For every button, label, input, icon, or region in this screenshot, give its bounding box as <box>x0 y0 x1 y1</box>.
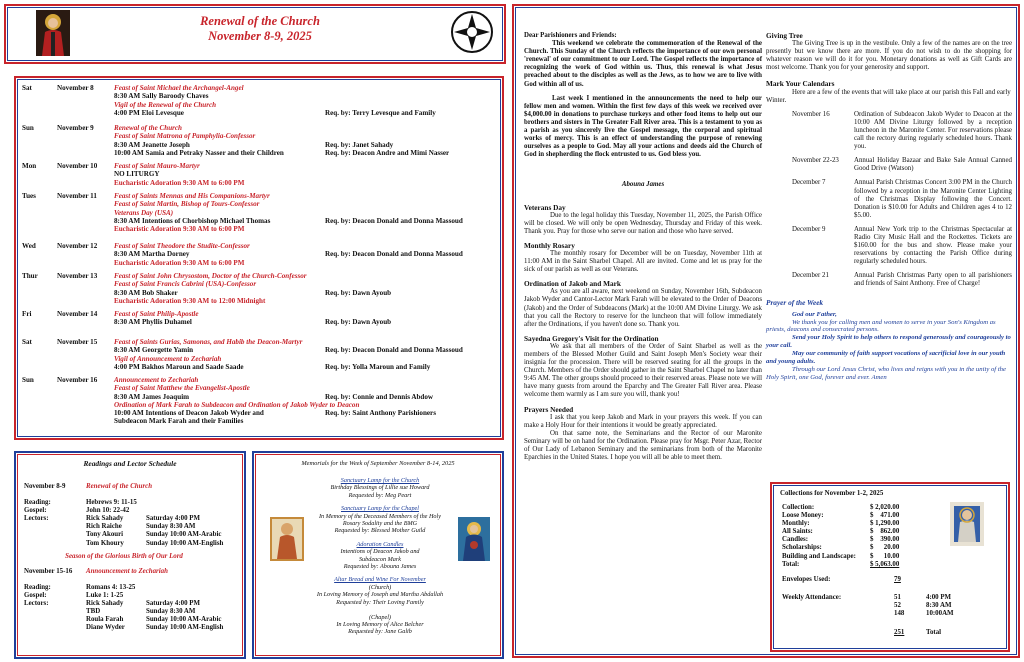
lector-row <box>86 515 244 523</box>
memorial-heading: Sanctuary Lamp for the Church <box>340 477 420 484</box>
memorial-block <box>296 477 464 499</box>
attendance-row <box>894 602 1004 610</box>
memorial-line: Requested by: Blessed Mother Guild <box>334 527 426 535</box>
notice-heading: Sayedna Gregory's Visit for the Ordination <box>524 333 659 343</box>
attendance-count: 148 <box>894 610 905 618</box>
season-label: Season of the Glorious Birth of Our Lord <box>65 552 183 560</box>
notice-body: Due to the legal holiday this Tuesday, November 11, 2025, the Parish Office will be closed. We will only be open Wednesday, Thursday and Friday of this week. Thank you. Pray for those who serve our nation and those who have served. <box>524 211 762 235</box>
collection-row <box>782 544 902 552</box>
schedule-date: November 12 <box>57 242 98 250</box>
schedule-request: Req. by: Saint Anthony Parishioners <box>325 409 436 418</box>
schedule-request <box>325 401 495 409</box>
schedule-date: November 8 <box>57 84 94 92</box>
memorial-block <box>296 576 464 635</box>
memorial-line: Birthday Blessings of Lillie sue Howard <box>330 484 430 492</box>
lector-row <box>86 616 244 624</box>
notice-heading: Ordination of Jakob and Mark <box>524 279 621 289</box>
schedule-date: November 15 <box>57 338 98 346</box>
attendance-total: 251 <box>894 629 905 636</box>
memorials-title: Memorials for the Week of September November 8-14, 2025 <box>301 460 455 467</box>
schedule-request: Req. by: Deacon Donald and Donna Massoud <box>325 216 463 225</box>
notice-body: We ask that all members of the Order of Saint Sharbel as well as the members of the Blessed Mother Guild and Saint Joseph Men's Society wear their insignia for the procession. There will be reserved seating for all the groups in the Church. Members of the Order should gather in the Saint Sharbel Chapel no later than 9:45 AM. The other groups should proceed to their reserved areas. Please note we will have many guests from around the Eparchy and The Greater Fall River area. Please welcome them warmly as I am sure you will, thank you! <box>524 342 762 399</box>
attendance-time: 4:00 PM <box>926 594 952 601</box>
schedule-line: Feast of Saint Martin, Bishop of Tours-Confessor <box>114 200 260 209</box>
lector-time: Sunday 10:00 AM-English <box>146 624 224 632</box>
collection-value: $ 1,290.00 <box>870 520 900 528</box>
envelopes-value: 79 <box>894 576 901 583</box>
collection-value: $ 2,020.00 <box>870 504 900 511</box>
liturgy-schedule <box>14 76 504 440</box>
schedule-day: Fri <box>22 310 32 318</box>
lector-time: Saturday 4:00 PM <box>146 600 200 608</box>
schedule-request: Req. by: Deacon Donald and Donna Massoud <box>325 346 463 355</box>
collection-label: Building and Landscape: <box>782 552 856 560</box>
schedule-line: 8:30 AM Martha Dorney <box>114 250 190 259</box>
title-line-1: Renewal of the Church <box>200 14 320 28</box>
prayer-line: Through our Lord Jesus Christ, who lives and reigns with you in the unity of the Holy Spirit, one God, forever and ever. Amen <box>766 365 1006 381</box>
collection-row <box>782 536 902 544</box>
memorials-panel <box>252 451 504 659</box>
schedule-line: Feast of Saint Michael the Archangel-Angel <box>114 84 244 92</box>
schedule-line: 8:30 AM Georgette Yamin <box>114 346 194 355</box>
schedule-line: Veterans Day (USA) <box>114 208 174 217</box>
event-text: Ordination of Subdeacon Jakob Wyder to Deacon at the 10:00 AM Divine Liturgy followed by a reception luncheon in the Maronite Center. For reservations please call the rectory during regularly scheduled hours. Thank you. <box>854 110 1012 151</box>
memorial-line: Subdeacon Mark <box>358 555 402 563</box>
page-title <box>160 14 360 44</box>
week2-gospel: Luke 1: 1-25 <box>86 591 124 599</box>
schedule-request <box>325 192 495 200</box>
schedule-request <box>325 338 495 346</box>
schedule-date: November 11 <box>57 192 97 200</box>
memorial-line: Requested by: Their Loving Family <box>336 598 424 606</box>
schedule-day: Tues <box>22 192 36 200</box>
giving-tree-body: The Giving Tree is up in the vestibule. Only a few of the names are on the tree presently but we know there are more. If you do not wish to do the shopping for whatever reason we will do it for you. Monetary donations as well as Gift Cards are most welcome. Thank you for your generosity and support. <box>766 40 1012 72</box>
schedule-date: November 14 <box>57 310 98 318</box>
collection-label: Collection: <box>782 504 815 511</box>
schedule-line: 4:00 PM Eloi Levesque <box>114 108 184 117</box>
schedule-line: Feast of Saint Francis Cabrini (USA)-Confessor <box>114 280 257 289</box>
memorial-line: In Memory of the Deceased Members of the Holy <box>319 512 441 520</box>
week1-lectors-label: Lectors: <box>24 515 49 523</box>
schedule-line: Eucharistic Adoration 9:30 AM to 6:00 PM <box>114 178 245 187</box>
collection-row <box>782 553 902 561</box>
schedule-request <box>325 272 495 280</box>
schedule-request <box>325 384 495 392</box>
schedule-request: Req. by: Connie and Dennis Abdow <box>325 392 434 401</box>
schedule-request: Req. by: Janet Sahady <box>325 140 394 149</box>
schedule-request <box>325 297 495 305</box>
letter-paragraph-2: Last week I mentioned in the announcements the need to help our fellow men and women. Within the first few days of this week we received over $4,000.00 in donations to purchase turkeys and other food items to help out our brothers and sisters in The Greater Fall River area. This is a testament to you as a parish as you sincerely live the Gospel message, the corporal and spiritual works of mercy. This is an effect of understanding the purpose of renewing ourselves as a people to God. May all your actions and deeds aid the Church of God in shepherding the flock entrusted to us. God bless you. <box>524 94 762 159</box>
notice-heading: Prayers Needed <box>524 404 574 414</box>
lector-name: Rick Sahady <box>86 515 124 523</box>
schedule-request <box>325 132 495 140</box>
lector-row <box>86 608 244 616</box>
calendar-event <box>766 272 1012 288</box>
collection-row <box>782 504 902 512</box>
schedule-day: Sat <box>22 84 32 92</box>
schedule-date: November 10 <box>57 162 98 170</box>
memorial-line: Requested by: Jane Galib <box>348 628 412 636</box>
week1-gospel: John 10: 22-42 <box>86 507 130 515</box>
title-line-2: November 8-9, 2025 <box>208 29 312 43</box>
schedule-line: Feast of Saint Theodore the Studite-Confessor <box>114 242 250 250</box>
calendar-heading: Mark Your Calendars <box>766 79 835 89</box>
schedule-date: November 13 <box>57 272 98 280</box>
collections-title: Collections for November 1-2, 2025 <box>780 490 884 497</box>
schedule-line: Renewal of the Church <box>114 124 182 132</box>
week1-reading: Hebrews 9: 11-15 <box>86 499 137 507</box>
lector-time: Sunday 8:30 AM <box>146 523 196 531</box>
schedule-request <box>325 162 495 170</box>
schedule-request <box>325 376 495 384</box>
event-text: Annual Parish Christmas Party open to all parishioners and friends of Saint Anthony. Free of Charge! <box>854 272 1012 288</box>
event-text: Annual New York trip to the Christmas Spectacular at Radio City Music Hall and the Rockettes. Tickets are $160.00 for the bus and show. Please make your reservations by contacting the Parish Office during regularly scheduled hours. <box>854 225 1012 266</box>
memorial-line: In Loving Memory of Joseph and Martha Abdallah <box>316 591 444 599</box>
memorial-heading: Adoration Candles <box>356 540 404 548</box>
schedule-request <box>325 170 495 178</box>
lector-row <box>86 523 244 531</box>
collection-row <box>782 561 902 569</box>
notice-heading: Veterans Day <box>524 202 566 212</box>
schedule-line: Feast of Saints Mennas and His Companions-Martyr <box>114 192 270 200</box>
schedule-day: Wed <box>22 242 36 250</box>
memorial-block <box>296 505 464 535</box>
memorial-heading: Altar Bread and Wine For November <box>334 576 426 584</box>
week2-occasion: Announcement to Zechariah <box>86 567 168 575</box>
notice-heading: Monthly Rosary <box>524 240 575 250</box>
schedule-request: Req. by: Deacon Donald and Donna Massoud <box>325 250 463 259</box>
schedule-line: Eucharistic Adoration 9:30 AM to 6:00 PM <box>114 258 245 267</box>
schedule-request <box>325 101 495 109</box>
holy-family-icon <box>270 517 304 561</box>
schedule-request <box>325 200 495 208</box>
collection-label: Scholarships: <box>782 544 822 552</box>
memorial-line: (Chapel) <box>369 613 391 621</box>
envelopes-label: Envelopes Used: <box>782 576 831 583</box>
readings-week1 <box>24 483 244 491</box>
lector-time: Sunday 10:00 AM-Arabic <box>146 531 222 539</box>
giving-tree-heading: Giving Tree <box>766 31 803 40</box>
schedule-date: November 9 <box>57 124 94 132</box>
attendance-row <box>894 610 1004 618</box>
schedule-line: 8:30 AM Sally Baroody Chaves <box>114 92 209 101</box>
lector-time: Saturday 4:00 PM <box>146 515 200 523</box>
memorial-line <box>296 606 464 613</box>
schedule-day: Sun <box>22 376 34 384</box>
notice-body: On that same note, the Seminarians and the Rector of our Maronite Seminary will be on hand for the Ordination. Please pray for Msgr. Peter Azar, Rector of Our Lady of Lebanon Seminary and the seminarians from both of the Maronite Eparchies in the United States. I hope you will all be able to meet them. <box>524 429 762 462</box>
schedule-request <box>325 355 495 363</box>
prayer-line: We thank you for calling men and women to serve in your Son's Kingdom as priests, deacons and consecrated persons. <box>766 318 996 334</box>
schedule-line: Announcement to Zechariah <box>114 376 199 384</box>
schedule-line: Feast of Saint Philip-Apostle <box>114 310 199 318</box>
week1-gospel-label: Gospel: <box>24 507 47 515</box>
schedule-line: Feast of Saint Mauro-Martyr <box>114 162 200 170</box>
readings-title: Readings and Lector Schedule <box>83 459 177 468</box>
calendar-event <box>766 111 1012 151</box>
schedule-line: Vigil of the Renewal of the Church <box>114 100 217 109</box>
week2-reading-label: Reading: <box>24 583 51 591</box>
lector-name: Diane Wyder <box>86 624 125 632</box>
collections-panel <box>770 482 1010 652</box>
schedule-request <box>325 242 495 250</box>
schedule-line: 8:30 AM Intentions of Chorbishop Michael Thomas <box>114 216 271 225</box>
lector-time: Sunday 10:00 AM-English <box>146 539 224 547</box>
calendar-intro: Here are a few of the events that will take place at our parish this Fall and early Winter. <box>766 88 1011 104</box>
schedule-day: Sun <box>22 124 34 132</box>
collection-label: Candles: <box>782 536 809 544</box>
schedule-request <box>325 310 495 318</box>
schedule-request <box>325 280 495 288</box>
schedule-line: Subdeacon Mark Farah and their Families <box>114 417 244 426</box>
collection-value: $ 390.00 <box>870 536 900 544</box>
memorial-line: (Church) <box>368 583 392 591</box>
schedule-line: 8:30 AM Jeanette Joseph <box>114 140 190 149</box>
prayer-heading: Prayer of the Week <box>766 297 824 307</box>
cross-icon <box>450 10 494 54</box>
schedule-request: Req. by: Dawn Ayoub <box>325 288 392 297</box>
lector-name: Roula Farah <box>86 616 124 624</box>
schedule-line: Feast of Saint Matthew the Evangelist-Apostle <box>114 384 250 393</box>
schedule-line: 8:30 AM James Joaquim <box>114 392 190 401</box>
lector-name: Rich Raiche <box>86 523 122 531</box>
event-date: December 9 <box>792 225 826 233</box>
collection-value: $ 471.00 <box>870 512 900 520</box>
schedule-line: Feast of Saints Gurias, Samonas, and Habib the Deacon-Martyr <box>114 338 303 346</box>
memorial-line: Intentions of Deacon Jakob and <box>340 548 420 556</box>
prayer-line: May our community of faith support vocations of sacrificial love in our youth and young adults. <box>766 350 1006 366</box>
week2-lectors-label: Lectors: <box>24 600 49 608</box>
attendance-count: 51 <box>894 594 901 601</box>
memorial-line: In Loving Memory of Alice Belcher <box>336 620 424 628</box>
schedule-line: Eucharistic Adoration 9:30 AM to 6:00 PM <box>114 225 245 234</box>
schedule-request <box>325 179 495 187</box>
letter-signature: Abouna James <box>621 181 665 189</box>
lector-name: Tom Khoury <box>86 539 124 547</box>
schedule-request <box>325 84 495 92</box>
week2-reading: Romans 4: 13-25 <box>86 583 136 591</box>
week1-reading-label: Reading: <box>24 499 51 507</box>
calendar-event <box>766 226 1012 266</box>
collection-row <box>782 528 902 536</box>
schedule-request <box>325 417 495 425</box>
lector-row <box>86 540 244 548</box>
schedule-request <box>325 92 495 100</box>
schedule-date: November 16 <box>57 376 98 384</box>
collection-value: $ 10.00 <box>870 552 900 560</box>
saint-icon <box>36 10 70 56</box>
calendar-event <box>766 157 1012 173</box>
attendance-row <box>894 594 1004 602</box>
readings-week2 <box>24 568 244 576</box>
week2-gospel-label: Gospel: <box>24 591 47 599</box>
collection-row <box>782 512 902 520</box>
attendance-label: Weekly Attendance: <box>782 594 842 601</box>
schedule-request: Req. by: Terry Levesque and Family <box>325 108 436 117</box>
schedule-request: Req. by: Yolla Maroun and Family <box>325 362 431 371</box>
collection-value: $ 5,063.00 <box>870 560 900 568</box>
collection-label: Total: <box>782 560 800 568</box>
readings-panel <box>14 451 246 659</box>
event-date: November 16 <box>792 110 830 118</box>
schedule-day: Thur <box>22 272 38 280</box>
letter-column <box>524 32 762 468</box>
week1-date: November 8-9 <box>24 483 66 490</box>
schedule-request <box>325 124 495 132</box>
schedule-request: Req. by: Deacon Andre and Mimi Nasser <box>325 148 450 157</box>
schedule-request <box>325 225 495 233</box>
lector-row <box>86 624 244 632</box>
prayer-line: Send your Holy Spirit to help others to respond generously and courageously to your call. <box>766 334 1011 350</box>
attendance-count: 52 <box>894 602 901 610</box>
schedule-request <box>325 259 495 267</box>
collection-label: Monthly: <box>782 520 810 528</box>
attendance-time: 10:00AM <box>926 610 954 618</box>
notice-body: As you are all aware, next weekend on Sunday, November 16th, Subdeacon Jakob Wyder and Cantor-Lector Mark Farah will be elevated to the Order of Deacons (Jakob) and the Order of Subdeacons (Mark) at the 10:00 AM Divine Liturgy. We ask that you call the Rectory to reserve for the luncheon that will follow immediately after the Ordinations, if you haven't done so. Thank you. <box>524 288 762 328</box>
letter-paragraph-1: This weekend we celebrate the commemoration of the Renewal of the Church. This Sunday of the Church reflects the importance of our own personal 'renewal' of our commitment to our Lord. The Gospel reflects the importance of recognizing the work of God within us. Thus, this renewal is what Jesus preached about to the disciples as well as the Jews, as to how we are to live with God within all of us. <box>524 40 762 88</box>
memorial-block <box>296 541 464 571</box>
collection-value: $ 862.00 <box>870 528 900 536</box>
collection-label: Loose Money: <box>782 512 824 520</box>
memorial-line: Requested by: Meg Peart <box>348 491 412 499</box>
schedule-line: 10:00 AM Samia and Petraky Nasser and their Children <box>114 148 284 157</box>
collection-row <box>782 520 902 528</box>
lector-name: TBD <box>86 608 101 616</box>
notice-body: The monthly rosary for December will be on Tuesday, November 11th at 11:00 AM in the Saint Sharbel Chapel. All are invited. Come and let us pray for the sick of our parish as well as our Veterans. <box>524 249 762 274</box>
notice-body: I ask that you keep Jakob and Mark in your prayers this week. If you can make a Holy Hour for their intentions it would be greatly appreciated. <box>524 413 762 429</box>
schedule-line: Feast of Saint John Chrysostom, Doctor of the Church-Confessor <box>114 272 307 280</box>
schedule-request: Req. by: Dawn Ayoub <box>325 318 392 327</box>
schedule-line: Ordination of Mark Farah to Subdeacon and Ordination of Jakob Wyder to Deacon <box>114 400 360 409</box>
schedule-request <box>325 209 495 217</box>
lector-row <box>86 531 244 539</box>
letter-greeting: Dear Parishioners and Friends: <box>524 32 617 39</box>
schedule-line: 8:30 AM Bob Shaker <box>114 288 178 297</box>
lector-time: Sunday 10:00 AM-Arabic <box>146 616 222 624</box>
lector-time: Sunday 8:30 AM <box>146 608 196 616</box>
memorial-line: Rosary Sodality and the BMG <box>342 520 418 528</box>
attendance-time: 8:30 AM <box>926 602 952 610</box>
memorial-line: Requested by: Abouna James <box>343 563 417 571</box>
schedule-line: 4:00 PM Bakhos Maroun and Saade Saade <box>114 362 244 371</box>
lector-name: Rick Sahady <box>86 600 124 608</box>
week2-date: November 15-16 <box>24 567 73 575</box>
event-date: November 22-23 <box>792 157 839 165</box>
event-text: Annual Parish Christmas Concert 3:00 PM in the Church followed by a reception in the Maronite Center Lighting of the Christmas Display following the Concert. Donation is $10.00 for Adults and Children ages 4 to 12 $5.00. <box>854 179 1012 219</box>
lector-row <box>86 600 244 608</box>
schedule-day: Mon <box>22 162 37 170</box>
schedule-line: NO LITURGY <box>114 170 160 179</box>
schedule-line: Eucharistic Adoration 9:30 AM to 12:00 Midnight <box>114 296 266 305</box>
lector-name: Tony Akouri <box>86 531 124 539</box>
schedule-line: 10:00 AM Intentions of Deacon Jakob Wyder and <box>114 409 264 418</box>
madonna-icon <box>458 517 490 561</box>
event-text: Annual Holiday Bazaar and Bake Sale Annual Canned Good Drive (Watson) <box>854 157 1012 173</box>
event-date: December 7 <box>792 179 826 187</box>
event-date: December 21 <box>792 272 829 280</box>
schedule-day: Sat <box>22 338 32 346</box>
attendance-total-label: Total <box>926 629 942 636</box>
collection-value: $ 20.00 <box>870 544 900 552</box>
week1-occasion: Renewal of the Church <box>86 483 153 490</box>
events-column <box>766 32 1012 382</box>
prayer-line: God our Father, <box>792 310 837 318</box>
saint-icon-collections <box>950 502 984 546</box>
schedule-line: Vigil of Announcement to Zechariah <box>114 354 222 363</box>
schedule-line: 8:30 AM Phyllis Duhamel <box>114 318 192 327</box>
collection-label: All Saints: <box>782 528 813 536</box>
schedule-line: Feast of Saint Matrona of Pamphylia-Confessor <box>114 132 256 141</box>
calendar-event <box>766 179 1012 219</box>
memorial-heading: Sanctuary Lamp for the Chapel <box>340 505 420 513</box>
